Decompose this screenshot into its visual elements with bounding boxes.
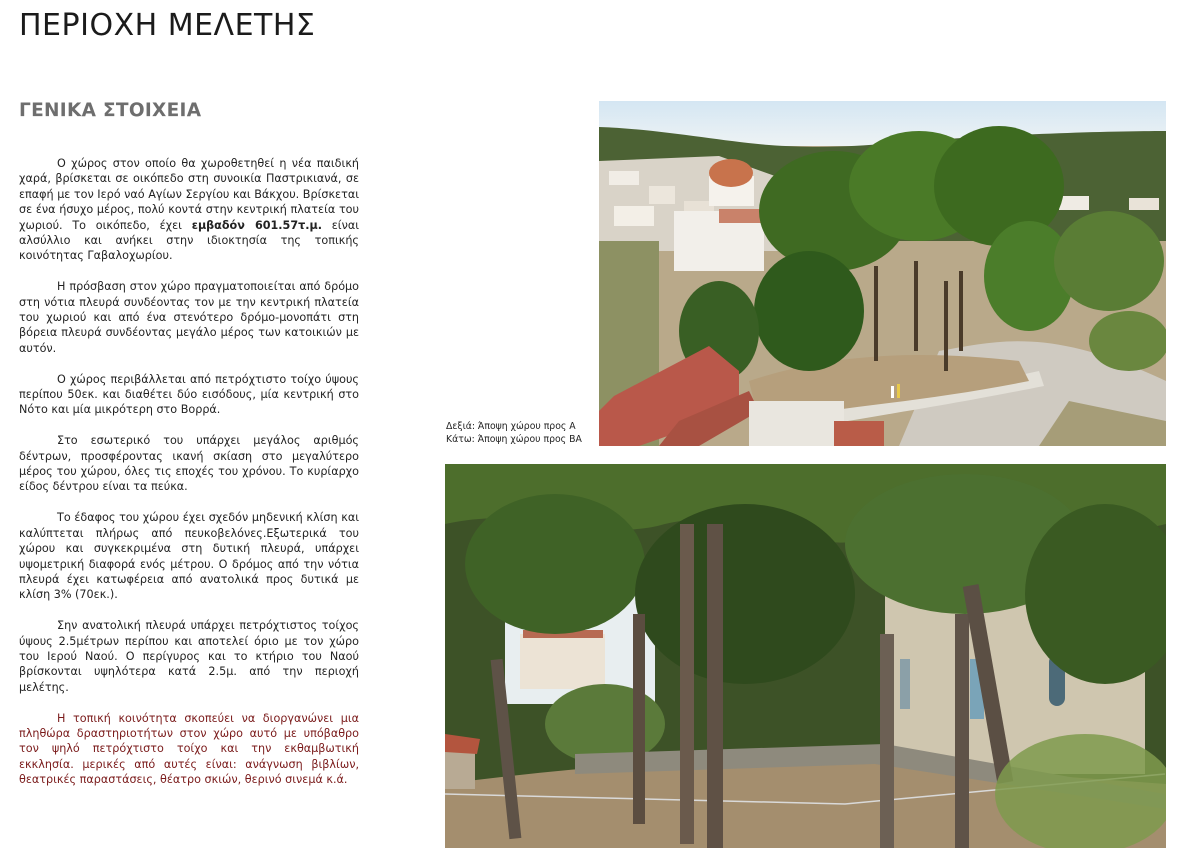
cypress (754, 251, 864, 371)
paragraph-terrain: Το έδαφος του χώρου έχει σχεδόν μηδενική κλίση και καλύπτεται πλήρως από πευκοβελόνες.Εξωτερικά του χώρου και συγκεκριμένα στη δυτική πλευρά, υπάρχει υψομετρική διαφορά ενός μέτρου. Ο δρόμος από την νότια πλευρά έχει κατωφέρεια από ανατολικά προς δυτικά με κλίση 3% (70εκ.). (19, 511, 359, 602)
area-value: εμβαδόν 601.57τ.μ. (191, 218, 322, 232)
caption-below: Κάτω: Άποψη χώρου προς ΒΑ (446, 434, 582, 445)
ground-photo-illustration (445, 464, 1166, 848)
description-text (19, 156, 359, 803)
paragraph-enclosure: Ο χώρος περιβάλλεται από πετρόχτιστο τοίχο ύψους περίπου 50εκ. και διαθέτει δύο εισόδους, μία κεντρική στο Νότο και μία μικρότερη στο Βορρά. (19, 372, 359, 417)
aerial-photo-illustration (599, 101, 1166, 446)
photo-caption (446, 420, 582, 446)
paragraph-east-wall: Σην ανατολική πλευρά υπάρχει πετρόχτιστος τοίχος ύψους 2.5μέτρων περίπου και αποτελεί όριο με τον χώρο του Ιερού Ναού. Ο περίγυρος και το κτήριο του Ναού βρίσκονται υψηλότερα κατά 2.5μ. από την περιοχή μελέτης. (19, 619, 359, 694)
church-dome (709, 159, 753, 187)
distant-house (520, 634, 605, 689)
paragraph-text: Ο χώρος στον οποίο θα χωροθετηθεί η νέα παιδική χαρά, βρίσκεται σε οικόπεδο στη συνοικία Παστρικιανά, σε επαφή με τον Ιερό ναό Αγίων Σεργίου και Βάκχου. Βρίσκεται σε ένα ήσυχο μέρος, πολύ κοντά στην κεντρική πλατεία του χωριού. Το οικόπεδο, έχει (19, 157, 359, 232)
paragraph-trees: Στο εσωτερικό του υπάρχει μεγάλος αριθμός δέντρων, προσφέροντας ικανή σκίαση στο μεγαλύτερο μέρος του χώρου, όλες τις εποχές του χρόνου. Το κυρίαρχο είδος δέντρου είναι τα πεύκα. (19, 434, 359, 494)
paragraph-access: Η πρόσβαση στον χώρο πραγματοποιείται από δρόμο στη νότια πλευρά συνδέοντας τον με την κεντρική πλατεία του χωριού και από ένα στενότερο δρόμο-μονοπάτι στη βόρεια πλευρά συνδέοντας μεγάλο μέρος των κατοικιών με αυτόν. (19, 280, 359, 355)
paragraph-location (19, 156, 359, 264)
page-title: ΠΕΡΙΟΧΗ ΜΕΛΕΤΗΣ (19, 8, 316, 43)
caption-right: Δεξιά: Άποψη χώρου προς Α (446, 421, 576, 432)
section-subtitle: ΓΕΝΙΚΑ ΣΤΟΙΧΕΙΑ (19, 100, 202, 121)
paragraph-text: είναι αλσύλλιο και ανήκει στην ιδιοκτησία της τοπικής κοινότητας Γαβαλοχωρίου. (19, 218, 359, 263)
paragraph-activities: Η τοπική κοινότητα σκοπεύει να διοργανώνει μια πληθώρα δραστηριοτήτων στον χώρο αυτό με υπόβαθρο τον ψηλό πετρόχτιστο τοίχο και την εκθαμβωτική εκκλησία. μερικές από αυτές είναι: ανάγνωση βιβλίων, θεατρικές παραστάσεις, θέατρο σκιών, θερινό σινεμά κ.ά. (19, 711, 359, 787)
ground-photo (445, 464, 1166, 848)
aerial-photo (599, 101, 1166, 446)
